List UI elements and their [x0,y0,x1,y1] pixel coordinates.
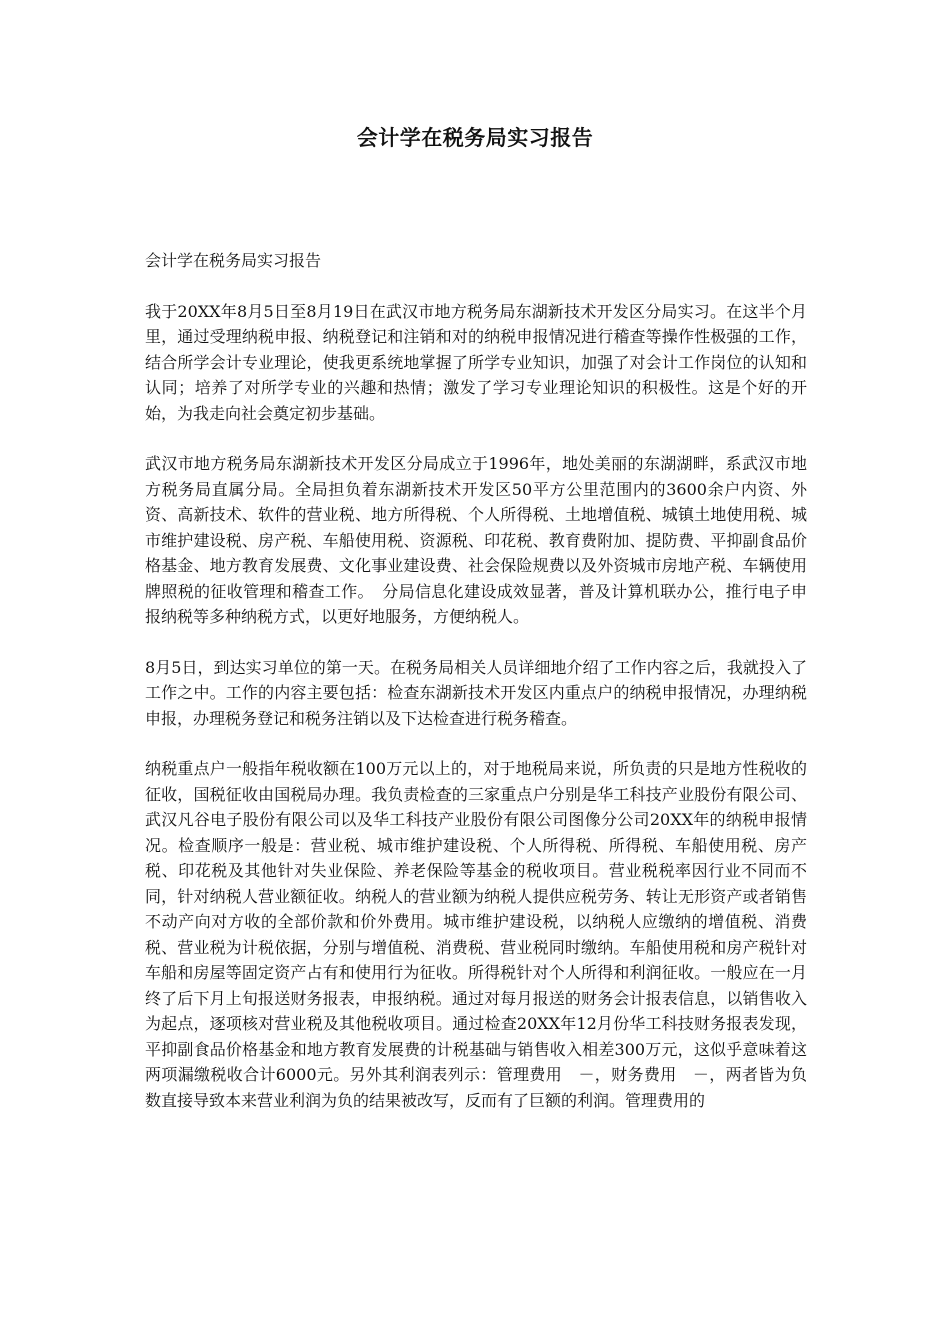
document-title: 会计学在税务局实习报告 [356,125,594,150]
paragraph-key-taxpayers: 纳税重点户一般指年税收额在100万元以上的，对于地税局来说，所负责的只是地方性税收的征收，国税征收由国税局办理。我负责检查的三家重点户分别是华工科技产业股份有限公司、武汉凡谷电子股份有限公司以及华工科技产业股份有限公司图像分公司20XX年的纳税申报情况。检查顺序一般是：营业税、城市维护建设税、个人所得税、所得税、车船使用税、房产税、印花税及其他针对失业保险、养老保险等基金的税收项目。营业税税率因行业不同而不同，针对纳税人营业额征收。纳税人的营业额为纳税人提供应税劳务、转让无形资产或者销售不动产向对方收的全部价款和价外费用。城市维护建设税，以纳税人应缴纳的增值税、消费税、营业税为计税依据，分别与增值税、消费税、营业税同时缴纳。车船使用税和房产税针对车船和房屋等固定资产占有和使用行为征收。所得税针对个人所得和利润征收。一般应在一月终了后下月上旬报送财务报表，申报纳税。通过对每月报送的财务会计报表信息，以销售收入为起点，逐项核对营业税及其他税收项目。通过检查20XX年12月份华工科技财务报表发现，平抑副食品价格基金和地方教育发展费的计税基础与销售收入相差300万元，这似乎意味着这两项漏缴税收合计6000元。另外其利润表列示：管理费用 －，财务费用 －，两者皆为负数直接导致本来营业利润为负的结果被改写，反而有了巨额的利润。管理费用的 [145,759,807,1110]
paragraph-internship-overview: 我于20XX年8月5日至8月19日在武汉市地方税务局东湖新技术开发区分局实习。在这半个月里，通过受理纳税申报、纳税登记和注销和对的纳税申报情况进行稽查等操作性极强的工作，结合所学会计专业理论，使我更系统地掌握了所学专业知识，加强了对会计工作岗位的认知和认同；培养了对所学专业的兴趣和热情；激发了学习专业理论知识的积极性。这是个好的开始，为我走向社会奠定初步基础。 [145,301,807,423]
document-body [145,248,807,1138]
paragraph-bureau-introduction: 武汉市地方税务局东湖新技术开发区分局成立于1996年，地处美丽的东湖湖畔，系武汉市地方税务局直属分局。全局担负着东湖新技术开发区50平方公里范围内的3600余户内资、外资、高新技术、软件的营业税、地方所得税、个人所得税、土地增值税、城镇土地使用税、城市维护建设税、房产税、车船使用税、资源税、印花税、教育费附加、提防费、平抑副食品价格基金、地方教育发展费、文化事业建设费、社会保险规费以及外资城市房地产税、车辆使用牌照税的征收管理和稽查工作。 分局信息化建设成效显著，普及计算机联办公，推行电子申报纳税等多种纳税方式，以更好地服务，方便纳税人。 [145,454,807,626]
document-subtitle: 会计学在税务局实习报告 [145,251,322,270]
paragraph-first-day: 8月5日，到达实习单位的第一天。在税务局相关人员详细地介绍了工作内容之后，我就投入了工作之中。工作的内容主要包括：检查东湖新技术开发区内重点户的纳税申报情况，办理纳税申报，办理税务登记和税务注销以及下达检查进行税务稽查。 [145,657,807,728]
